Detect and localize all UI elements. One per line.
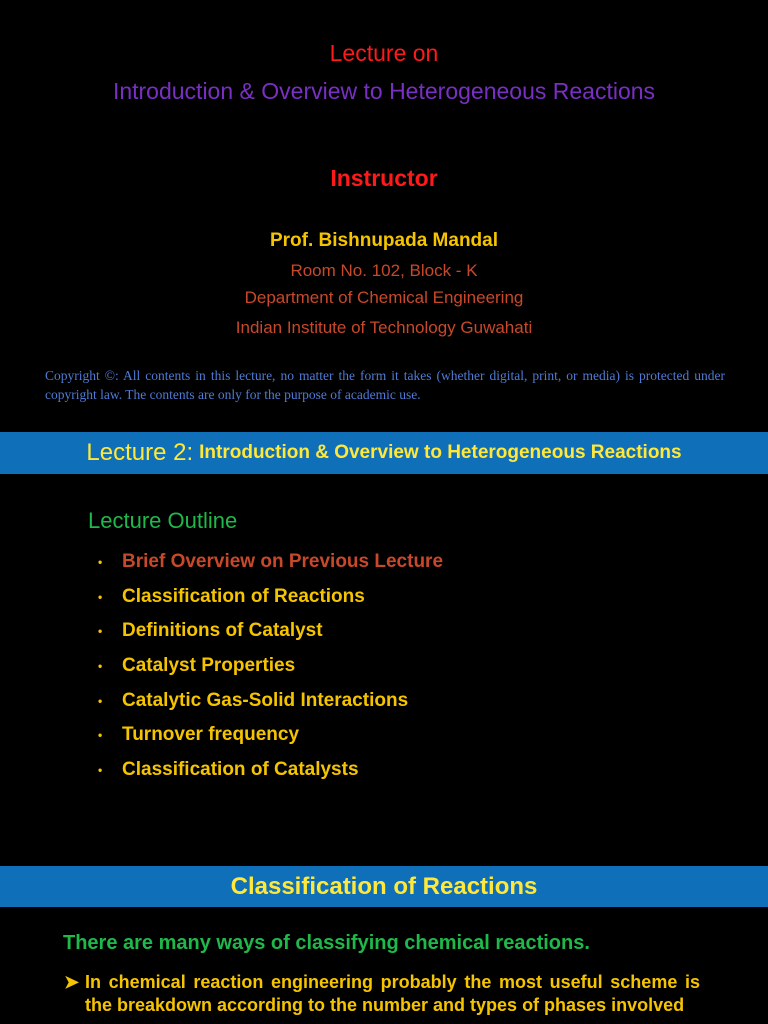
list-item — [98, 718, 443, 753]
instructor-institute: Indian Institute of Technology Guwahati — [235, 318, 533, 337]
classification-intro: There are many ways of classifying chemical reactions. — [63, 932, 590, 954]
outline-item-label: Definitions of Catalyst — [122, 620, 323, 642]
arrow-bullet-icon: ➤ — [64, 972, 80, 992]
bullet-icon: • — [98, 762, 103, 777]
instructor-name: Prof. Bishnupada Mandal — [269, 230, 499, 251]
bullet-icon: • — [98, 659, 103, 674]
classification-title: Classification of Reactions — [230, 872, 538, 900]
list-item — [98, 545, 443, 580]
bullet-icon: • — [98, 589, 103, 604]
list-item — [98, 580, 443, 615]
bullet-icon: • — [98, 624, 103, 639]
lecture-title: Introduction & Overview to Heterogeneous Reactions — [112, 78, 656, 104]
lecture-2-banner — [0, 432, 768, 474]
instructor-department: Department of Chemical Engineering — [244, 288, 524, 307]
list-item — [98, 614, 443, 649]
list-item — [98, 683, 443, 718]
outline-item-label: Classification of Catalysts — [122, 758, 359, 780]
lecture-outline-list — [98, 545, 443, 787]
instructor-room: Room No. 102, Block - K — [290, 261, 478, 280]
lecture-outline-heading: Lecture Outline — [88, 508, 238, 533]
instructor-heading: Instructor — [330, 165, 438, 191]
lecture-on-label: Lecture on — [329, 40, 439, 66]
outline-item-label: Brief Overview on Previous Lecture — [122, 551, 444, 573]
bullet-icon: • — [98, 693, 103, 708]
bullet-icon: • — [98, 555, 103, 570]
classification-banner — [0, 866, 768, 907]
classification-paragraph — [64, 971, 700, 1017]
list-item — [98, 753, 443, 788]
outline-item-label: Catalyst Properties — [122, 655, 296, 677]
bullet-icon: • — [98, 728, 103, 743]
outline-item-label: Catalytic Gas-Solid Interactions — [122, 689, 409, 711]
lecture-2-title: Introduction & Overview to Heterogeneous Reactions — [199, 442, 682, 463]
outline-item-label: Turnover frequency — [122, 724, 300, 746]
outline-item-label: Classification of Reactions — [122, 585, 365, 607]
lecture-2-label: Lecture 2: — [86, 439, 194, 466]
classification-paragraph-text: In chemical reaction engineering probably the most useful scheme is the breakdown according to the number and types of phases involved — [85, 972, 700, 1015]
copyright-notice: Copyright ©: All contents in this lecture, no matter the form it takes (whether digital, print, or media) is protected under copyright law. The contents are only for the purpose of academic use. — [45, 368, 725, 402]
list-item — [98, 649, 443, 684]
